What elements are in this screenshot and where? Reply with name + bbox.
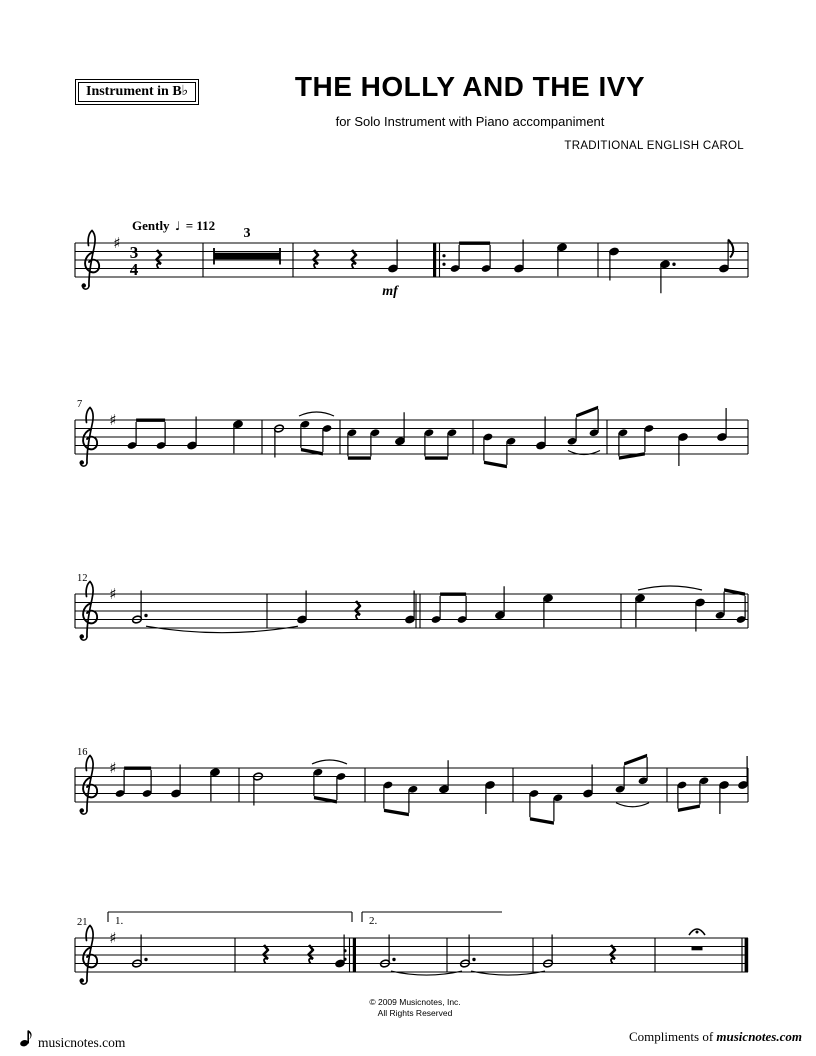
compliments-line (629, 1029, 802, 1045)
composer-credit: TRADITIONAL ENGLISH CAROL (564, 140, 744, 152)
svg-text:♯: ♯ (109, 585, 117, 603)
svg-text:4: 4 (129, 260, 139, 279)
compliments-brand: musicnotes.com (716, 1029, 802, 1044)
instrument-label: Instrument in B♭ (86, 84, 189, 99)
musicnotes-note-logo-icon (20, 1028, 33, 1051)
svg-text:♯: ♯ (109, 759, 117, 777)
copyright-line2: All Rights Reserved (377, 1008, 453, 1019)
brand-left-text: musicnotes.com (38, 1035, 126, 1050)
svg-text:12: 12 (77, 573, 88, 584)
page-title: THE HOLLY AND THE IVY (294, 71, 646, 102)
musicnotes-brand-left (20, 1028, 125, 1051)
svg-text:mf: mf (382, 284, 398, 299)
tempo-value: = 112 (185, 218, 216, 233)
svg-text:♯: ♯ (109, 929, 117, 947)
svg-text:3: 3 (129, 243, 139, 262)
svg-text:3: 3 (243, 226, 251, 241)
svg-text:7: 7 (77, 399, 83, 410)
svg-text:16: 16 (77, 747, 88, 758)
tempo-word: Gently (132, 218, 170, 233)
quarter-note-icon: ♩ (174, 219, 181, 233)
svg-text:♯: ♯ (109, 411, 117, 429)
svg-text:21: 21 (77, 917, 88, 928)
svg-text:1.: 1. (115, 915, 124, 927)
svg-text:♯: ♯ (113, 234, 121, 252)
compliments-prefix: Compliments of (629, 1029, 717, 1044)
copyright-line1: © 2009 Musicnotes, Inc. (369, 997, 461, 1007)
copyright-block (0, 997, 816, 1020)
subtitle: for Solo Instrument with Piano accompaniment (335, 114, 605, 129)
svg-text:2.: 2. (369, 915, 378, 927)
